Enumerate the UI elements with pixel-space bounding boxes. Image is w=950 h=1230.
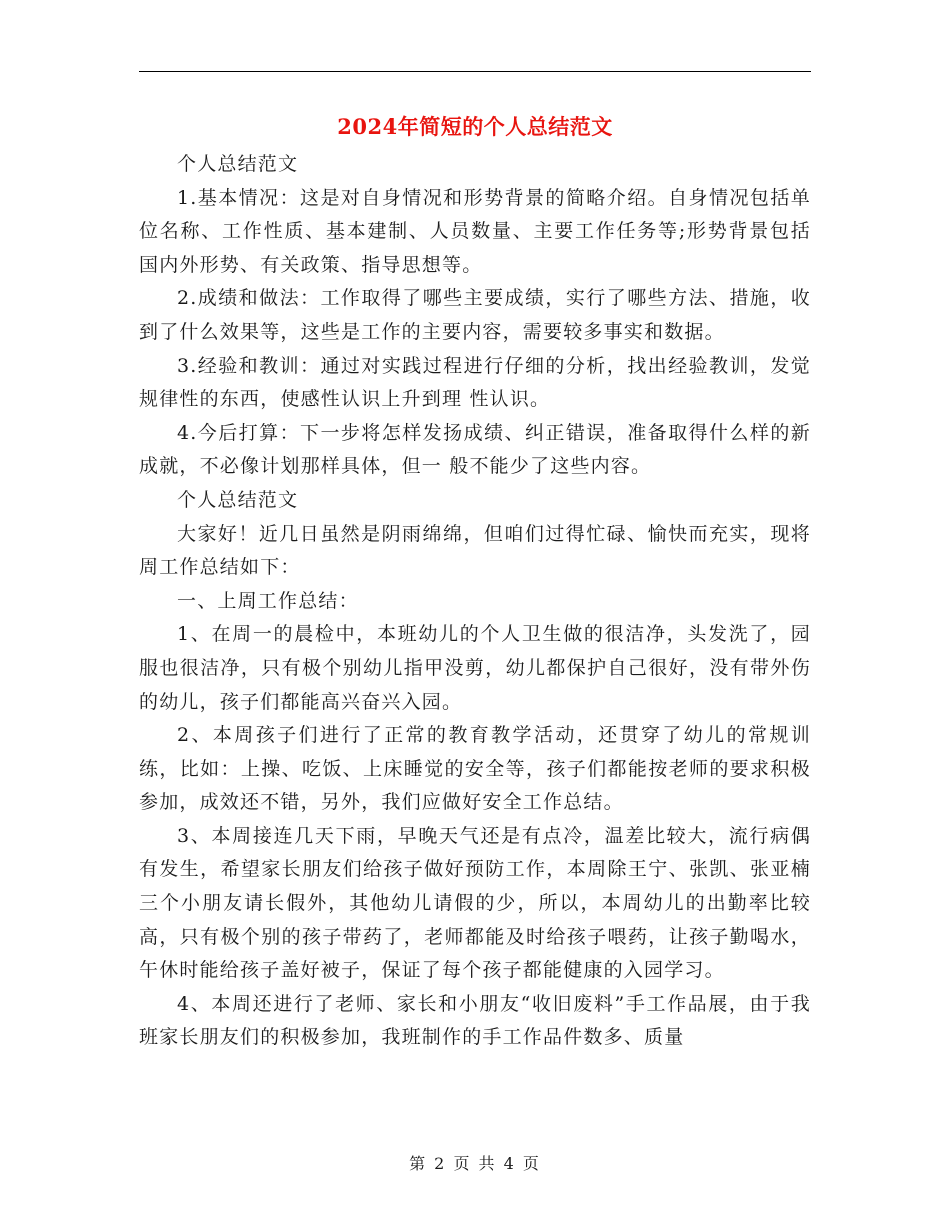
paragraph: 大家好！近几日虽然是阴雨绵绵，但咱们过得忙碌、愉快而充实，现将周工作总结如下： — [139, 522, 811, 579]
paragraph: 2、本周孩子们进行了正常的教育教学活动，还贯穿了幼儿的常规训练，比如：上操、吃饭、上床睡觉的安全等，孩子们都能按老师的要求积极参加，成效还不错，另外，我们应做好安全工作总结。 — [139, 724, 811, 814]
paragraph: 3.经验和教训：通过对实践过程进行仔细的分析，找出经验教训，发觉规律性的东西，使感性认识上升到理 性认识。 — [139, 354, 811, 411]
paragraph: 4.今后打算：下一步将怎样发扬成绩、纠正错误，准备取得什么样的新成就，不必像计划那样具体，但一 般不能少了这些内容。 — [139, 421, 811, 478]
paragraph: 3、本周接连几天下雨，早晚天气还是有点冷，温差比较大，流行病偶有发生，希望家长朋友们给孩子做好预防工作，本周除王宁、张凯、张亚楠三个小朋友请长假外，其他幼儿请假的少，所以，本周幼儿的出勤率比较高，只有极个别的孩子带药了，老师都能及时给孩子喂药，让孩子勤喝水，午休时能给孩子盖好被子，保证了每个孩子都能健康的入园学习。 — [139, 824, 811, 982]
paragraph: 一、上周工作总结： — [177, 589, 359, 612]
document-body — [139, 148, 811, 1055]
paragraph: 4、本周还进行了老师、家长和小朋友“收旧废料”手工作品展，由于我班家长朋友们的积极参加，我班制作的手工作品件数多、质量 — [139, 992, 811, 1049]
document-title: 2024年简短的个人总结范文 — [337, 114, 613, 139]
paragraph: 2.成绩和做法：工作取得了哪些主要成绩，实行了哪些方法、措施，收到了什么效果等，这些是工作的主要内容，需要较多事实和数据。 — [139, 287, 811, 343]
header-rule — [139, 71, 811, 72]
paragraph: 个人总结范文 — [177, 153, 299, 175]
page-footer: 第 2 页 共 4 页 — [409, 1154, 541, 1173]
paragraph: 1.基本情况：这是对自身情况和形势背景的简略介绍。自身情况包括单位名称、工作性质、基本建制、人员数量、主要工作任务等;形势背景包括国内外形势、有关政策、指导思想等。 — [139, 186, 811, 276]
paragraph: 1、在周一的晨检中，本班幼儿的个人卫生做的很洁净，头发洗了，园服也很洁净，只有极个别幼儿指甲没剪，幼儿都保护自己很好，没有带外伤的幼儿，孩子们都能高兴奋兴入园。 — [139, 623, 811, 713]
paragraph: 个人总结范文 — [177, 488, 299, 511]
